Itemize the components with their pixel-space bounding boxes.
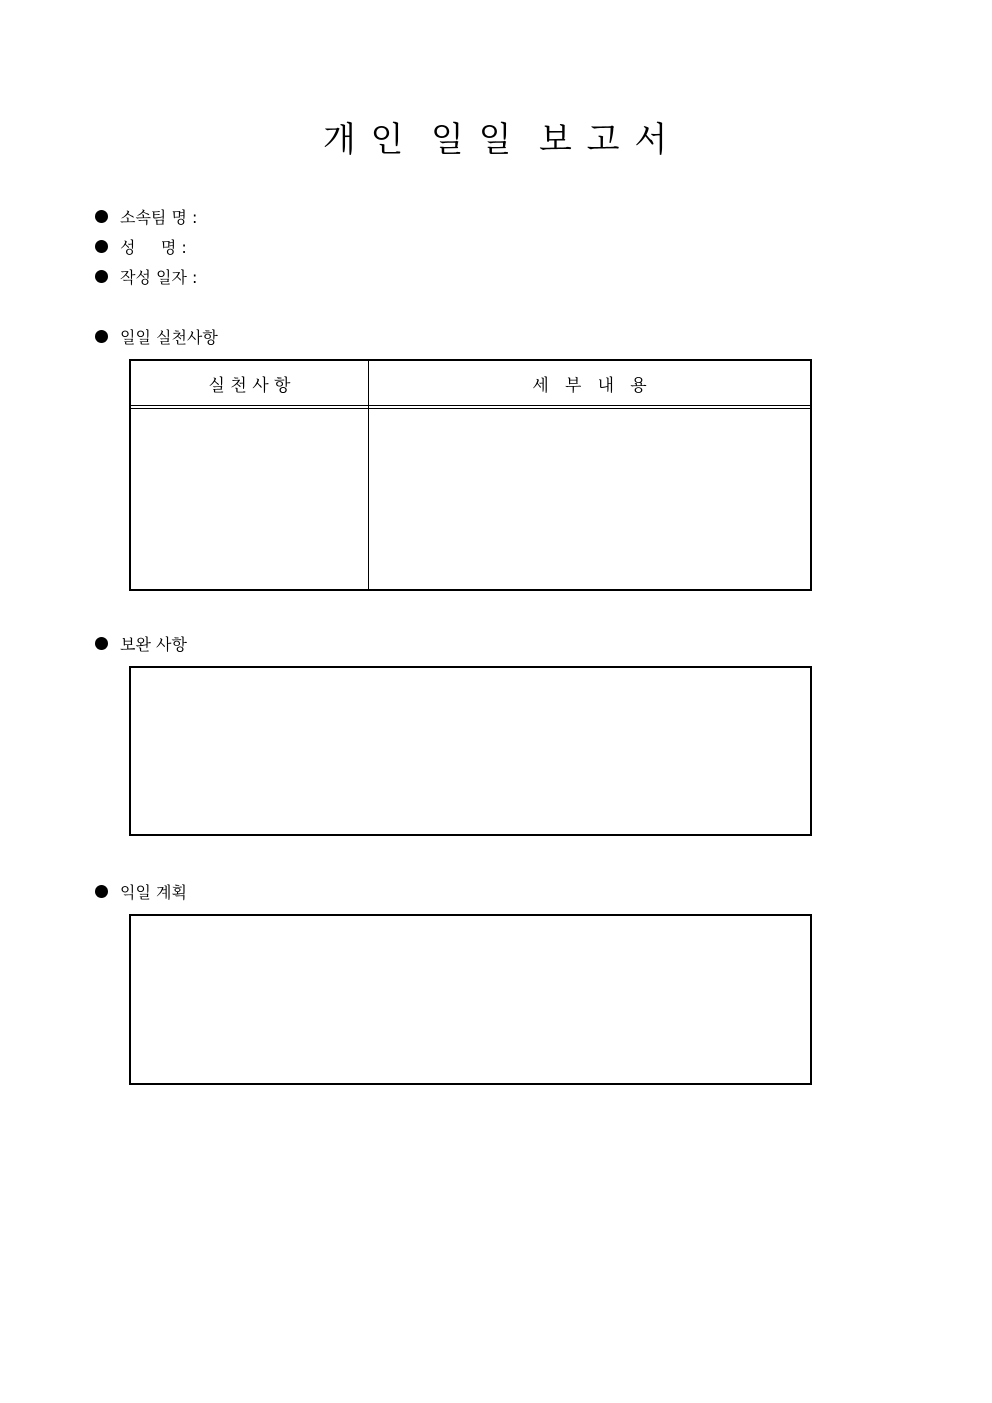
- date-label: 작성 일자 :: [120, 267, 198, 287]
- daily-practice-table: [129, 359, 812, 591]
- page-title: 개 인 일 일 보 고 서: [322, 120, 670, 160]
- team-row: [95, 205, 197, 227]
- team-label: 소속팀 명 :: [120, 207, 198, 227]
- bullet-icon: [95, 210, 108, 223]
- bullet-icon: [95, 270, 108, 283]
- name-label: 성 명 :: [120, 237, 187, 257]
- bullet-icon: [95, 330, 108, 343]
- header-details: 세 부 내 용: [532, 375, 647, 396]
- supplement-heading: 보완 사항: [120, 634, 187, 654]
- bullet-icon: [95, 637, 108, 650]
- supplement-box: [129, 666, 812, 836]
- supplement-heading-row: [95, 632, 187, 654]
- next-day-plan-heading: 익일 계획: [120, 882, 187, 902]
- name-row: [95, 235, 187, 257]
- daily-practice-heading-row: [95, 325, 218, 347]
- bullet-icon: [95, 240, 108, 253]
- bullet-icon: [95, 885, 108, 898]
- daily-practice-heading: 일일 실천사항: [120, 327, 218, 347]
- date-row: [95, 265, 197, 287]
- header-practice-item: 실 천 사 항: [208, 375, 291, 396]
- next-day-plan-box: [129, 914, 812, 1085]
- next-day-plan-heading-row: [95, 880, 187, 902]
